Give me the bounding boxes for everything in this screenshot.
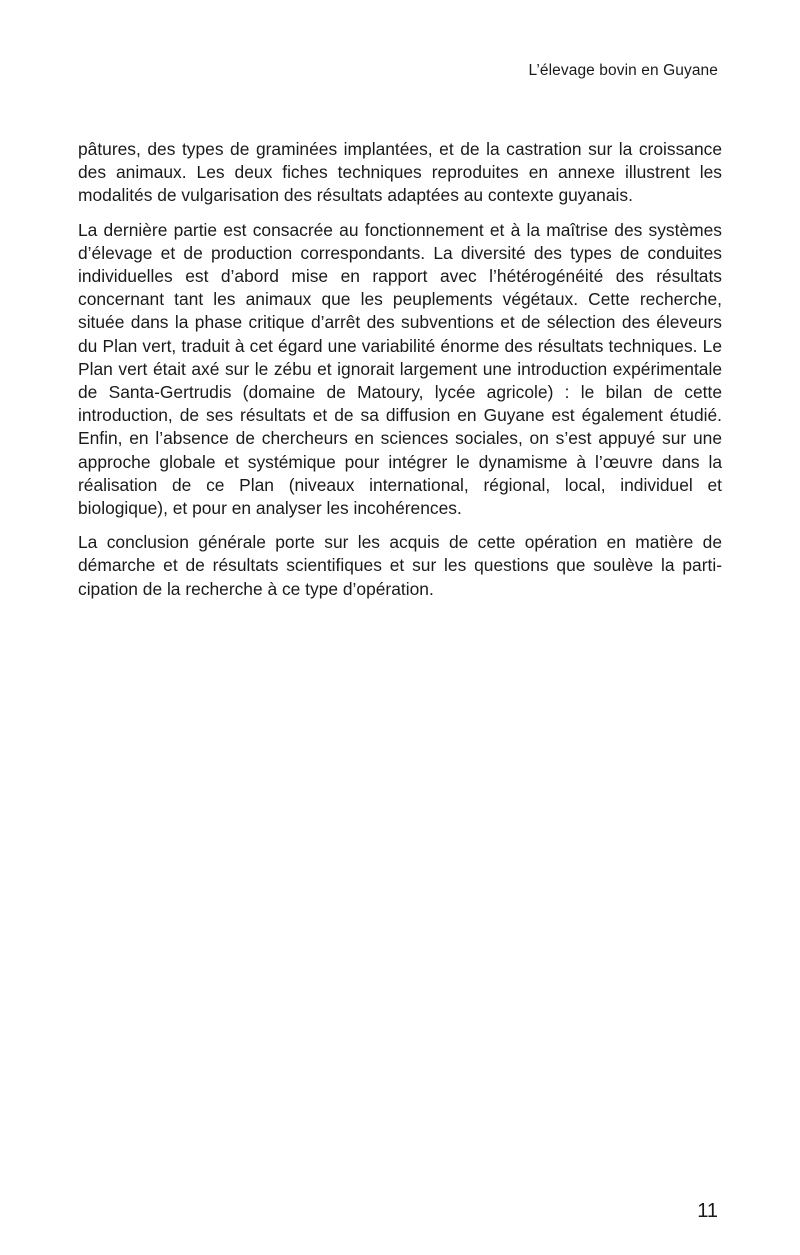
- paragraph: La conclusion générale porte sur les acquis de cette opération en matière de démarche et de résultats scientifiques et sur les questions que soulève la participation de la recherche à ce type d’opération.: [78, 532, 722, 599]
- body-text: [78, 138, 722, 612]
- paragraph: La dernière partie est consacrée au fonctionnement et à la maîtrise des systèmes d’élevage et de production correspondants. La diversité des types de conduites individuelles est d’abord mise en rapport avec l’hétérogénéité des résultats concernant tant les animaux que les peuplements végétaux. Cette recherche, située dans la phase critique d’arrêt des subventions et de sélection des éleveurs du Plan vert, traduit à cet égard une variabilité énorme des résultats techniques. Le Plan vert était axé sur le zébu et ignorait largement une introduction expérimentale de Santa-Gertrudis (domaine de Matoury, lycée agricole) : le bilan de cette introduction, de ses résultats et de sa diffusion en Guyane est également étudié. Enfin, en l’absence de chercheurs en sciences sociales, on s’est appuyé sur une approche globale et systémique pour intégrer le dynamisme à l’œuvre dans la réalisation de ce Plan (niveaux international, régional, local, individuel et biologique), et pour en analyser les incohérences.: [78, 219, 722, 519]
- running-header: L’élevage bovin en Guyane: [528, 62, 718, 79]
- page-number: 11: [697, 1200, 718, 1222]
- paragraph: pâtures, des types de graminées implantées, et de la castration sur la croissance des animaux. Les deux fiches techniques reproduites en annexe illustrent les modalités de vulgarisation des résultats adaptées au contexte guyanais.: [78, 139, 722, 206]
